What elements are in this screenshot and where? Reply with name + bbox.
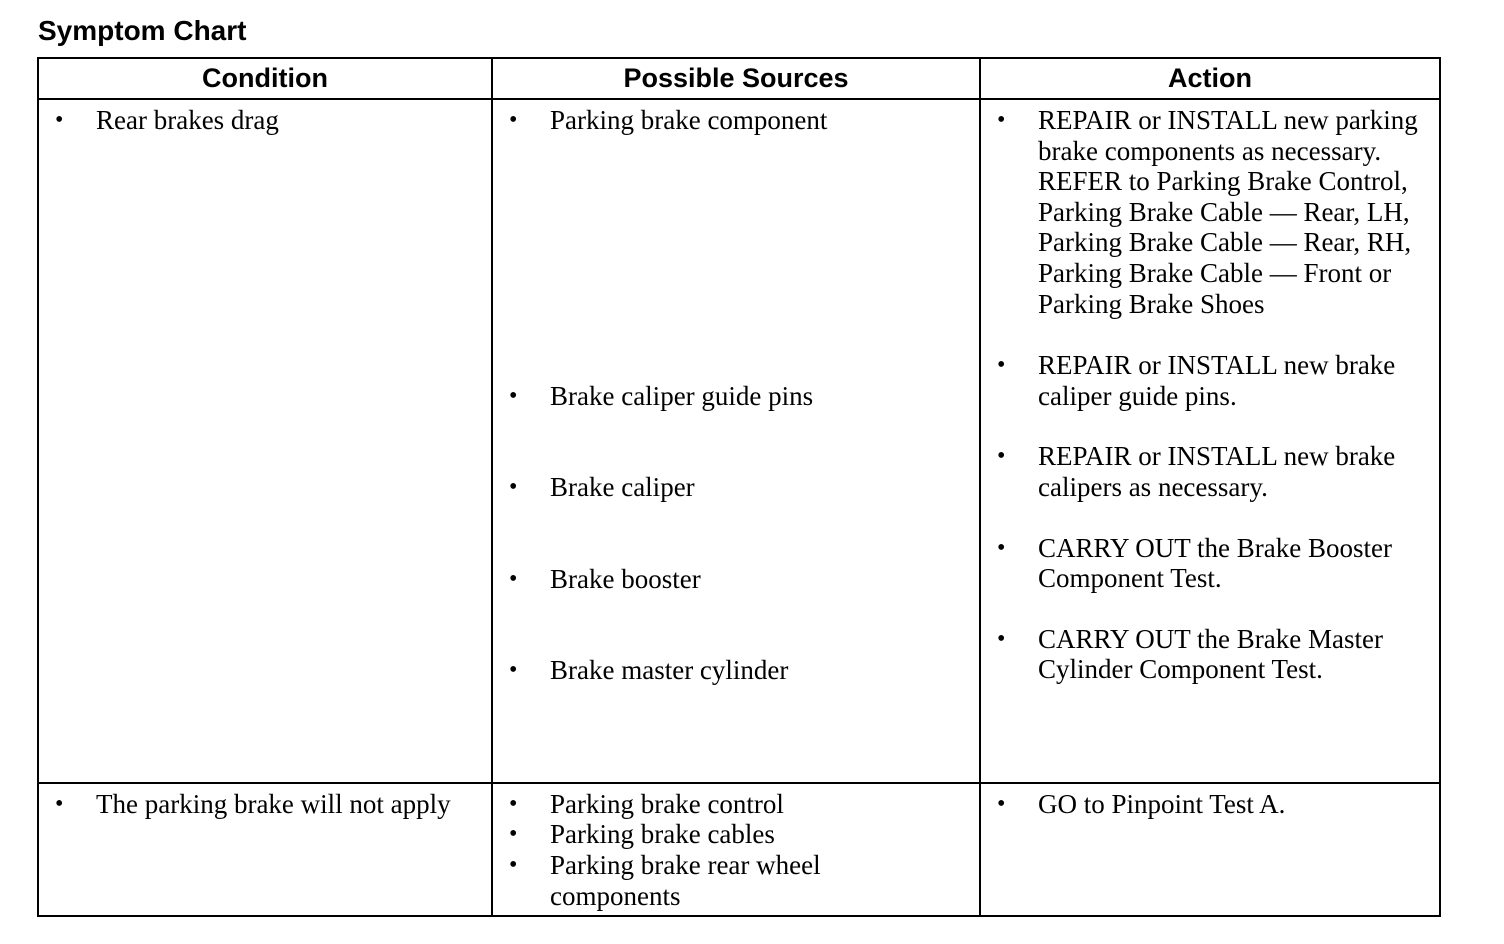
action-text: CARRY OUT the Brake Master Cylinder Component Test. — [1038, 623, 1383, 685]
bullet-icon: • — [997, 107, 1006, 133]
action-text: REPAIR or INSTALL new parking brake components as necessary. REFER to Parking Brake Control, Parking Brake Cable — Rear, LH, Parking Brake Cable — Rear, RH, Parking Brake Cable — Front or Parking Brake Shoes — [1038, 105, 1418, 319]
table-row — [38, 99, 1440, 783]
bullet-icon: • — [509, 852, 518, 879]
condition-text: The parking brake will not apply — [96, 788, 451, 819]
list-item — [505, 850, 929, 911]
list-item — [505, 381, 971, 412]
list-item — [505, 472, 971, 503]
list-item — [51, 105, 483, 136]
list-item — [993, 533, 1425, 594]
action-text: CARRY OUT the Brake Booster Component Test. — [1038, 532, 1392, 594]
bullet-icon: • — [509, 474, 518, 501]
action-cell — [980, 783, 1440, 916]
list-item — [505, 819, 929, 850]
condition-text: Rear brakes drag — [96, 105, 279, 135]
bullet-icon: • — [509, 382, 518, 409]
bullet-icon: • — [509, 657, 518, 684]
action-cell — [980, 99, 1440, 783]
bullet-icon: • — [997, 443, 1006, 470]
action-text: REPAIR or INSTALL new brake calipers as necessary. — [1038, 441, 1396, 502]
source-text: Parking brake cables — [550, 819, 775, 850]
source-text: Brake booster — [550, 563, 701, 594]
bullet-icon: • — [509, 821, 518, 848]
source-text: Brake caliper — [550, 472, 695, 503]
list-item — [993, 350, 1425, 411]
column-header-possible-sources: Possible Sources — [492, 58, 980, 99]
table-row — [38, 783, 1440, 916]
source-text: Parking brake control — [550, 788, 784, 819]
source-text: Parking brake rear wheel components — [550, 850, 821, 911]
source-text: Parking brake component — [550, 105, 828, 135]
bullet-icon: • — [997, 790, 1006, 817]
bullet-icon: • — [997, 534, 1006, 561]
possible-sources-cell — [492, 783, 980, 916]
condition-cell — [38, 783, 492, 916]
list-item — [505, 789, 929, 820]
list-item — [993, 624, 1425, 685]
source-text: Brake caliper guide pins — [550, 380, 814, 411]
bullet-icon: • — [55, 107, 64, 133]
symptom-chart-table — [37, 57, 1441, 917]
bullet-icon: • — [55, 790, 64, 817]
source-text: Brake master cylinder — [550, 655, 789, 686]
column-header-condition: Condition — [38, 58, 492, 99]
header-row — [38, 58, 1440, 99]
possible-sources-cell — [492, 99, 980, 783]
action-text: REPAIR or INSTALL new brake caliper guide pins. — [1038, 350, 1396, 411]
chart-title: Symptom Chart — [38, 15, 247, 46]
condition-cell — [38, 99, 492, 783]
column-header-action: Action — [980, 58, 1440, 99]
list-item — [51, 789, 451, 820]
bullet-icon: • — [997, 352, 1006, 379]
list-item — [505, 105, 971, 136]
list-item — [993, 105, 1425, 319]
bullet-icon: • — [509, 107, 518, 133]
bullet-icon: • — [997, 625, 1006, 652]
bullet-icon: • — [509, 790, 518, 817]
list-item — [993, 441, 1425, 502]
list-item — [505, 655, 971, 686]
action-text: GO to Pinpoint Test A. — [1038, 788, 1286, 819]
list-item — [993, 789, 1431, 820]
bullet-icon: • — [509, 565, 518, 592]
list-item — [505, 564, 971, 595]
